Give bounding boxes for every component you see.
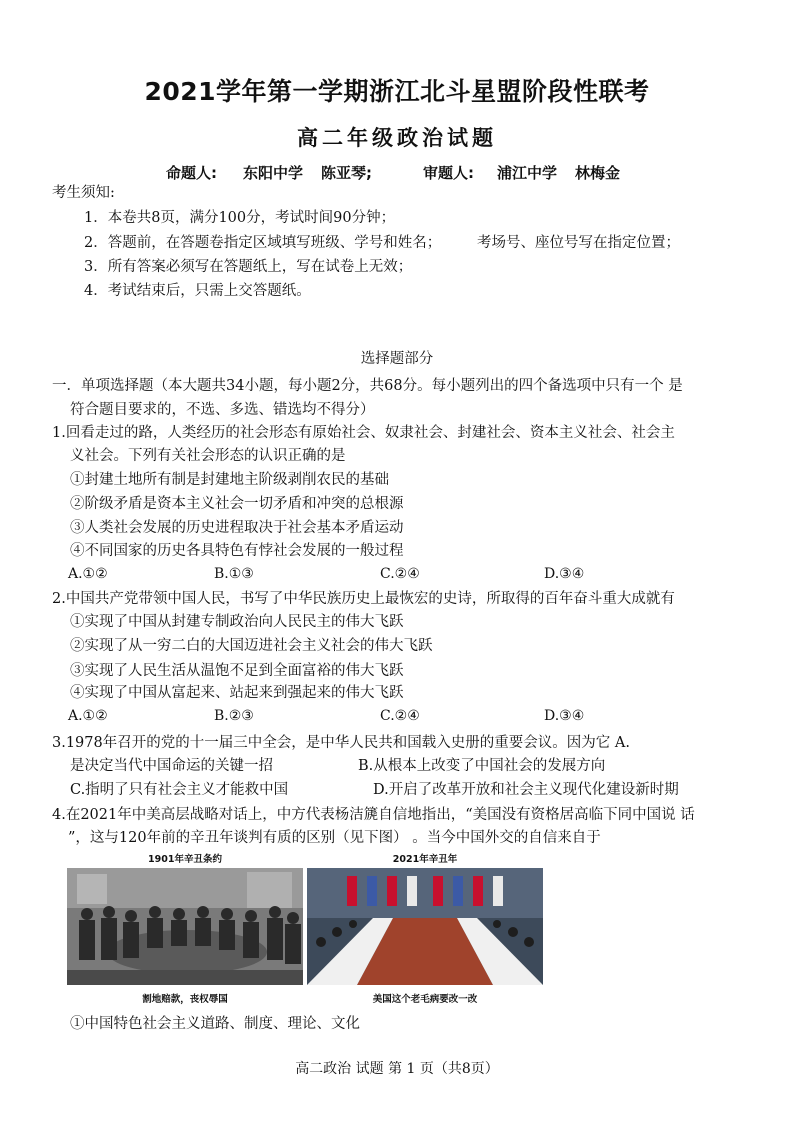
question-1-stem: 1.回看走过的路，人类经历的社会形态有原始社会、奴隶社会、封建社会、资本主义社会、社会主 [52, 425, 675, 441]
notice-item: 1．本卷共8页，满分100分，考试时间90分钟； [84, 210, 396, 226]
question-2-option-b: B.②③ [214, 708, 254, 724]
question-4-statement: ①中国特色社会主义道路、制度、理论、文化 [70, 1016, 360, 1032]
question-1-option-c: C.②④ [380, 566, 420, 582]
question-4-stem: ”，这与120年前的辛丑年谈判有质的区别（见下图） 。当今中国外交的自信来自于 [68, 830, 601, 846]
notice-item: 4．考试结束后，只需上交答题纸。 [84, 283, 311, 299]
question-1-statement: ①封建土地所有制是封建地主阶级剥削农民的基础 [70, 472, 389, 488]
question-2-statement: ③实现了人民生活从温饱不足到全面富裕的伟大飞跃 [70, 663, 404, 679]
question-2-stem: 2.中国共产党带领中国人民，书写了中华民族历史上最恢宏的史诗，所取得的百年奋斗重大成就有 [52, 591, 675, 607]
photo-2021-image [307, 852, 543, 1002]
author-school: 东阳中学 [243, 164, 304, 182]
question-1-statement: ②阶级矛盾是资本主义社会一切矛盾和冲突的总根源 [70, 496, 404, 512]
photo-2021-caption: 美国这个老毛病要改一改 [372, 994, 478, 1005]
question-2-option-d: D.③④ [544, 708, 585, 724]
question-1-option-a: A.①② [68, 566, 108, 582]
question-2-option-c: C.②④ [380, 708, 420, 724]
question-3-option-d: D.开启了改革开放和社会主义现代化建设新时期 [373, 782, 679, 798]
section-title: 选择题部分 [360, 351, 434, 367]
notice-item: 考场号、座位号写在指定位置； [477, 235, 680, 251]
exam-subtitle: 高二年级政治试题 [297, 126, 497, 150]
question-1-statement: ④不同国家的历史各具特色有悖社会发展的一般过程 [70, 543, 404, 559]
question-2-option-a: A.①② [68, 708, 108, 724]
question-1-option-d: D.③④ [544, 566, 585, 582]
notice-item: 2．答题前，在答题卷指定区域填写班级、学号和姓名； [84, 235, 442, 251]
notice-item: 3．所有答案必须写在答题纸上，写在试卷上无效； [84, 259, 413, 275]
question-3-stem: 3.1978年召开的党的十一届三中全会，是中华人民共和国载入史册的重要会议。因为它 A. [52, 735, 630, 751]
author-name: 陈亚琴; [321, 164, 372, 182]
photo-2021-title: 2021年辛丑年 [392, 854, 458, 865]
question-2-statement: ④实现了中国从富起来、站起来到强起来的伟大飞跃 [70, 685, 404, 701]
question-1-option-b: B.①③ [214, 566, 254, 582]
notice-heading: 考生须知: [52, 185, 115, 201]
question-1-stem: 义社会。下列有关社会形态的认识正确的是 [70, 448, 346, 464]
part-instructions-line: 一．单项选择题（本大题共34小题，每小题2分，共68分。每小题列出的四个备选项中只有一个 是 [52, 378, 683, 394]
reviewer-name: 林梅金 [575, 164, 621, 182]
photo-1901-image [67, 852, 303, 1002]
question-3-option-c: C.指明了只有社会主义才能救中国 [70, 782, 289, 798]
question-1-statement: ③人类社会发展的历史进程取决于社会基本矛盾运动 [70, 520, 404, 536]
part-instructions-line: 符合题目要求的，不选、多选、错选均不得分） [70, 402, 375, 418]
exam-title: 2021学年第一学期浙江北斗星盟阶段性联考 [144, 77, 650, 106]
question-3-option-b: B.从根本上改变了中国社会的发展方向 [358, 758, 606, 774]
photo-2021-talks [307, 852, 543, 1005]
author-label: 命题人: [166, 164, 217, 182]
reviewer-label: 审题人: [423, 164, 474, 182]
page-footer: 高二政治 试题 第 1 页（共8页） [295, 1061, 499, 1077]
photo-1901-caption: 割地赔款，丧权辱国 [142, 994, 228, 1005]
question-4-stem: 4.在2021年中美高层战略对话上，中方代表杨洁篪自信地指出，“美国没有资格居高临下同中国说 话 [52, 807, 695, 823]
question-3-option-a: 是决定当代中国命运的关键一招 [70, 758, 273, 774]
question-2-statement: ①实现了中国从封建专制政治向人民民主的伟大飞跃 [70, 614, 404, 630]
question-2-statement: ②实现了从一穷二白的大国迈进社会主义社会的伟大飞跃 [70, 638, 433, 654]
reviewer-school: 浦江中学 [497, 164, 558, 182]
photo-1901-treaty [67, 852, 303, 1005]
photo-1901-title: 1901年辛丑条约 [148, 854, 222, 865]
